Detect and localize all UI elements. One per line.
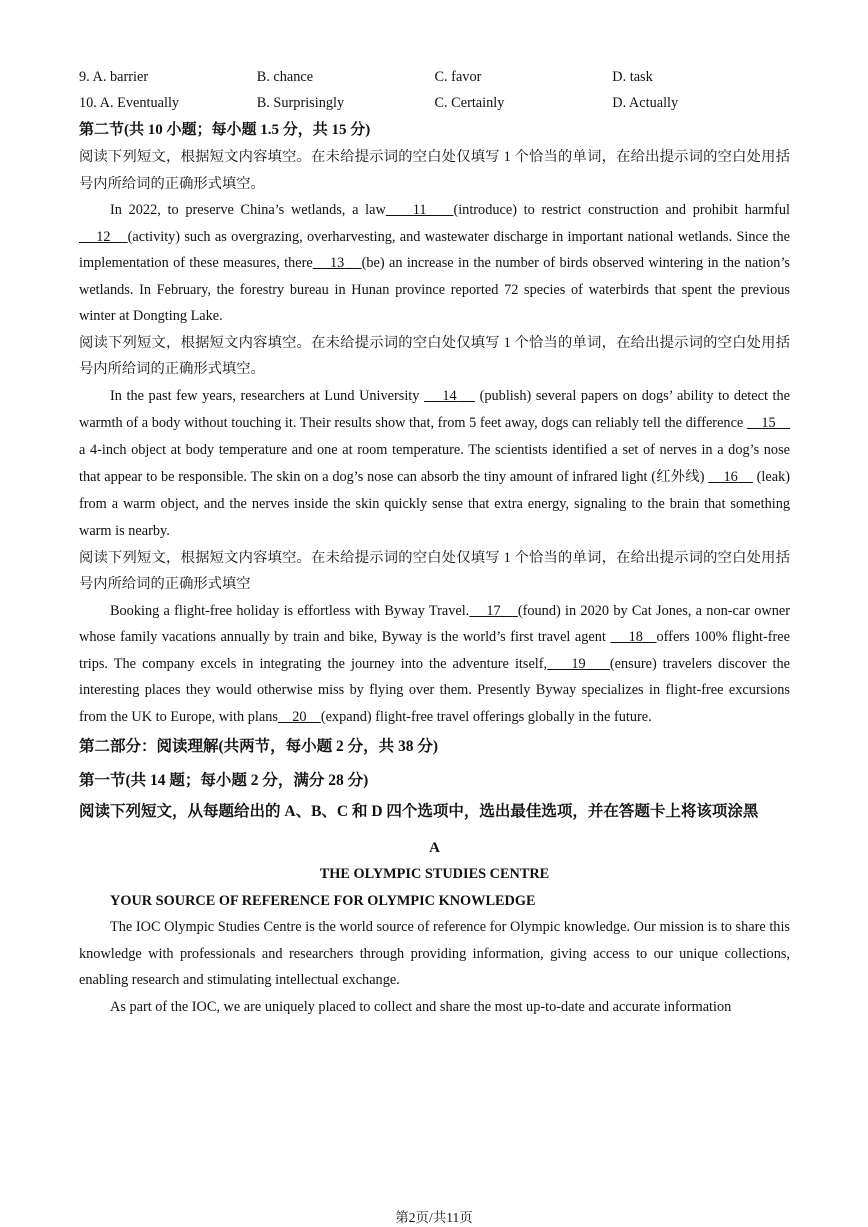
option-text: C. favor — [434, 69, 482, 85]
part2-title: 第二部分：阅读理解(共两节，每小题 2 分，共 38 分) — [79, 738, 439, 755]
option-text: B. chance — [256, 69, 314, 85]
option-text: C. Certainly — [434, 95, 505, 111]
passage-text: Booking a flight-free holiday is effortless with Byway Travel. — [110, 602, 470, 619]
passage-1 — [79, 197, 790, 330]
part2-section1-title: 第一节(共 14 题；每小题 2 分，满分 28 分) — [79, 772, 369, 789]
passage-text: (activity) such as overgrazing, overharvesting, and wastewater discharge in important national wetlands. Since the implementation of these measures, there — [79, 228, 791, 271]
passage-2 — [79, 383, 790, 545]
instruction-2: 阅读下列短文，根据短文内容填空。在未给提示词的空白处仅填写 1 个恰当的单词，在给出提示词的空白处用括号内所给词的正确形式填空。 — [79, 334, 790, 377]
blank-18: 18 — [628, 629, 643, 645]
passage-a-paragraph-2: As part of the IOC, we are uniquely placed to collect and share the most up-to-date and accurate information — [110, 998, 732, 1015]
passage-a-paragraph-1: The IOC Olympic Studies Centre is the world source of reference for Olympic knowledge. Our mission is to share this knowledge with professionals and researchers through providing information, giving access to our unique collections, enabling research and stimulating intellectual exchange. — [79, 919, 790, 988]
passage-text: In the past few years, researchers at Lund University — [110, 387, 425, 404]
option-text: 10. A. Eventually — [79, 95, 180, 111]
part2-instruction: 阅读下列短文，从每题给出的 A、B、C 和 D 四个选项中，选出最佳选项，并在答题卡上将该项涂黑 — [79, 803, 759, 820]
passage-text: (introduce) to restrict construction and prohibit harmful — [453, 202, 790, 218]
passage-3 — [79, 598, 790, 731]
option-text: B. Surprisingly — [256, 95, 345, 111]
passage-title: THE OLYMPIC STUDIES CENTRE — [319, 866, 550, 882]
passage-text: (found) in 2020 by Cat Jones, a non-car owner whose family vacations annually by train and bike, Byway is the world’s first travel agent — [79, 602, 790, 645]
passage-text: (ensure) travelers discover the interesting places they would otherwise miss by flying over them. Presently Byway specializes in flight-free excursions from the UK to Europe, with plans — [79, 655, 791, 725]
passage-subtitle: YOUR SOURCE OF REFERENCE FOR OLYMPIC KNOWLEDGE — [110, 893, 536, 909]
blank-14: 14 — [442, 387, 457, 404]
passage-text: (leak) from a warm object, and the nerves inside the skin quickly sense that extra energy, signaling to the brain that something warm is nearby. — [79, 468, 791, 539]
passage-text: a 4-inch object at body temperature and one at room temperature. The scientists identified a set of nerves in a dog’s nose that appear to be responsible. The skin on a dog’s nose can absorb the tiny amount of infrared light (红外线) — [79, 441, 790, 485]
passage-letter: A — [429, 840, 440, 856]
blank-17: 17 — [486, 602, 501, 619]
blank-11: 11 — [412, 202, 427, 218]
option-row-10 — [79, 90, 790, 116]
option-text: D. Actually — [612, 95, 679, 111]
passage-text: In 2022, to preserve China’s wetlands, a law — [110, 202, 386, 218]
blank-19: 19 — [571, 655, 586, 672]
blank-13: 13 — [330, 255, 345, 271]
section2-title: 第二节(共 10 小题；每小题 1.5 分，共 15 分) — [79, 122, 371, 138]
blank-16: 16 — [723, 468, 738, 485]
instruction-1: 阅读下列短文，根据短文内容填空。在未给提示词的空白处仅填写 1 个恰当的单词，在给出提示词的空白处用括号内所给词的正确形式填空。 — [79, 149, 790, 192]
instruction-3: 阅读下列短文，根据短文内容填空。在未给提示词的空白处仅填写 1 个恰当的单词，在给出提示词的空白处用括号内所给词的正确形式填空 — [79, 549, 790, 592]
option-text: D. task — [612, 69, 653, 85]
blank-20: 20 — [292, 708, 307, 725]
passage-text: (be) an increase in the number of birds observed wintering in the nation’s wetlands. In February, the forestry bureau in Hunan province reported 72 species of waterbirds that spent the previous winter at Dongting Lake. — [79, 255, 790, 324]
blank-12: 12 — [96, 228, 111, 245]
passage-text: offers 100% flight-free trips. The company excels in integrating the journey into the adventure itself, — [79, 629, 790, 672]
passage-text: (publish) several papers on dogs’ ability to detect the warmth of a body without touching it. Their results show that, from 5 feet away, dogs can reliably tell the difference — [79, 387, 791, 431]
blank-15: 15 — [761, 414, 776, 431]
options-block — [79, 64, 790, 116]
option-text: 9. A. barrier — [79, 69, 149, 85]
page-footer: 第2页/共11页 — [395, 1210, 473, 1225]
passage-text: (expand) flight-free travel offerings globally in the future. — [320, 708, 652, 725]
option-row-9 — [79, 64, 790, 90]
exam-page — [79, 64, 790, 1020]
